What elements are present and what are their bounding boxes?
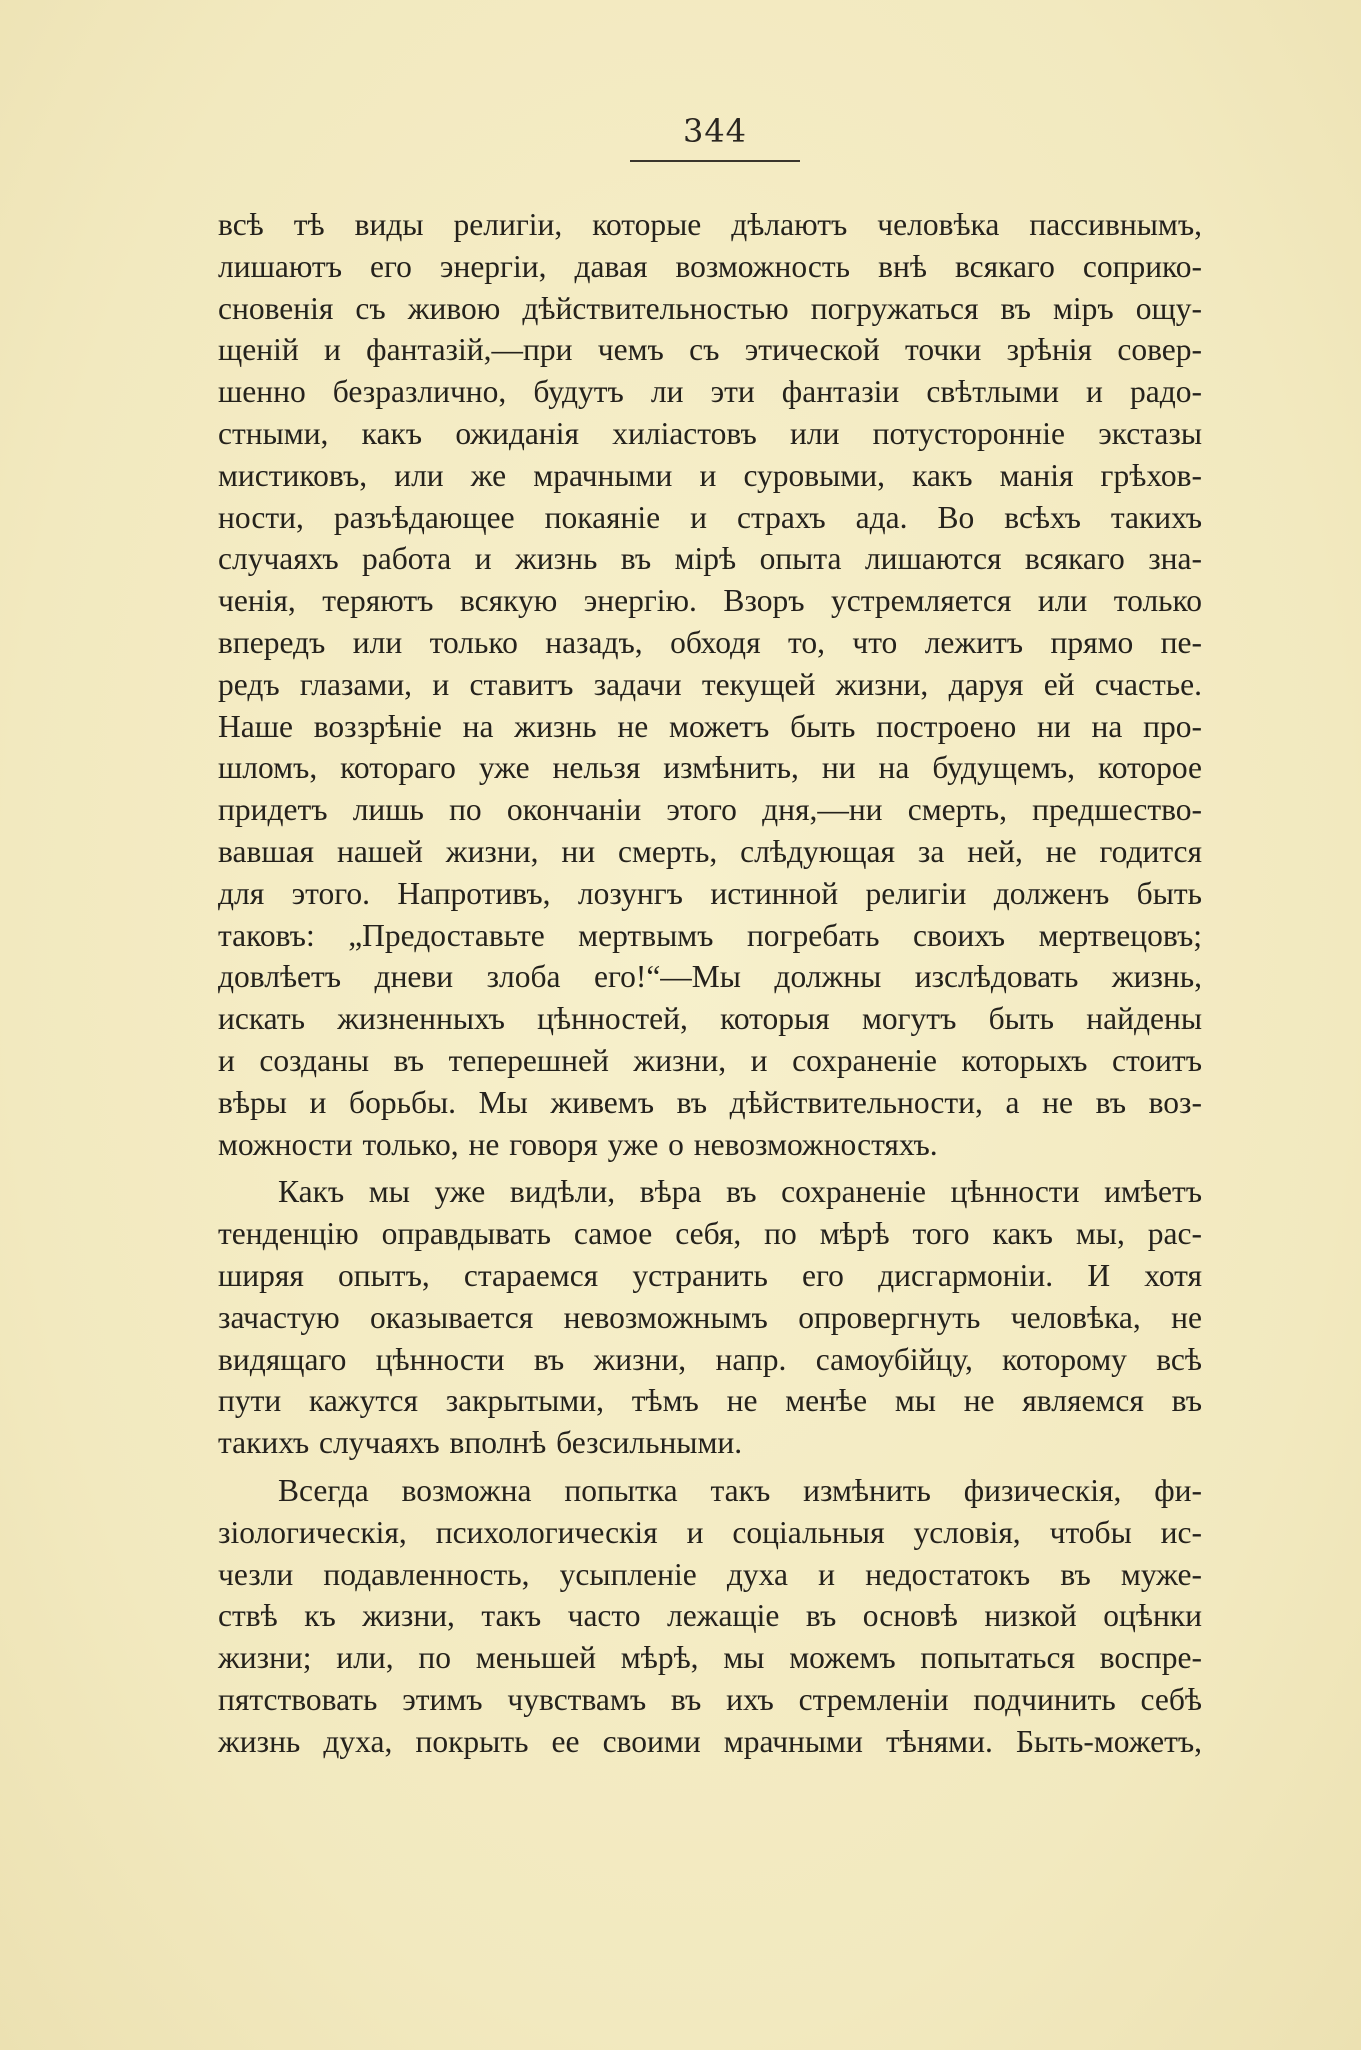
text-line: для этого. Напротивъ, лозунгъ истинной религіи долженъ быть: [218, 875, 1202, 911]
text-line: Всегда возможна попытка такъ измѣнить физическія, фи-: [278, 1472, 1202, 1508]
text-line: Какъ мы уже видѣли, вѣра въ сохраненіе цѣнности имѣетъ: [278, 1174, 1202, 1210]
text-line: чезли подавленность, усыпленіе духа и недостатокъ въ муже-: [218, 1556, 1202, 1592]
text-line: случаяхъ работа и жизнь въ мірѣ опыта лишаются всякаго зна-: [218, 541, 1202, 577]
text-line: таковъ: „Предоставьте мертвымъ погребать своихъ мертвецовъ;: [218, 917, 1202, 953]
text-line: Наше воззрѣніе на жизнь не можетъ быть построено ни на про-: [218, 708, 1202, 744]
text-line: ченія, теряютъ всякую энергію. Взоръ устремляется или только: [218, 583, 1202, 619]
text-line: жизнь духа, покрыть ее своими мрачными тѣнями. Быть-можетъ,: [218, 1723, 1202, 1759]
text-line: пятствовать этимъ чувствамъ въ ихъ стремленіи подчинить себѣ: [218, 1681, 1202, 1717]
text-line: ширяя опытъ, стараемся устранить его дисгармоніи. И хотя: [218, 1257, 1202, 1293]
paragraph-3: [218, 1470, 1202, 1763]
text-line: лишаютъ его энергіи, давая возможность внѣ всякаго соприко-: [218, 248, 1202, 284]
text-line: можности только, не говоря уже о невозможностяхъ.: [218, 1126, 938, 1162]
text-line: редъ глазами, и ставитъ задачи текущей жизни, даруя ей счастье.: [218, 666, 1202, 702]
text-line: стными, какъ ожиданія хиліастовъ или потустороннiе экстазы: [218, 415, 1202, 451]
text-line: мистиковъ, или же мрачными и суровыми, какъ манія грѣхов-: [218, 457, 1202, 493]
text-line: всѣ тѣ виды религіи, которые дѣлаютъ человѣка пассивнымъ,: [218, 207, 1202, 242]
text-line: зіологическія, психологическія и соціальныя условія, чтобы ис-: [218, 1514, 1202, 1550]
text-line: и созданы въ теперешней жизни, и сохраненіе которыхъ стоитъ: [218, 1042, 1202, 1078]
text-line: жизни; или, по меньшей мѣрѣ, мы можемъ попытаться воспре-: [218, 1640, 1202, 1676]
text-line: тенденцію оправдывать самое себя, по мѣрѣ того какъ мы, рас-: [218, 1216, 1202, 1252]
text-line: шломъ, котораго уже нельзя измѣнить, ни на будущемъ, которое: [218, 750, 1202, 786]
paragraph-2: [218, 1171, 1202, 1464]
text-line: вавшая нашей жизни, ни смерть, слѣдующая за ней, не годится: [218, 833, 1202, 869]
text-line: щеній и фантазій,—при чемъ съ этической точки зрѣнія совер-: [218, 332, 1202, 368]
text-line: зачастую оказывается невозможнымъ опровергнуть человѣка, не: [218, 1299, 1202, 1335]
text-line: ности, разъѣдающее покаяніе и страхъ ада. Во всѣхъ такихъ: [218, 499, 1202, 535]
text-line: видящаго цѣнности въ жизни, напр. самоубійцу, которому всѣ: [218, 1341, 1202, 1377]
text-line: искать жизненныхъ цѣнностей, которыя могутъ быть найдены: [218, 1001, 1202, 1037]
text-line: ствѣ къ жизни, такъ часто лежащіе въ основѣ низкой оцѣнки: [218, 1598, 1202, 1634]
header-rule: [630, 160, 800, 162]
body-text: [218, 204, 1202, 1762]
text-line: такихъ случаяхъ вполнѣ безсильными.: [218, 1425, 743, 1461]
text-line: довлѣетъ дневи злоба его!“—Мы должны изслѣдовать жизнь,: [218, 959, 1202, 995]
text-line: вѣры и борьбы. Мы живемъ въ дѣйствительности, а не въ воз-: [218, 1084, 1202, 1120]
text-line: сновенія съ живою дѣйствительностью погружаться въ міръ ощу-: [218, 290, 1202, 326]
text-line: шенно безразлично, будутъ ли эти фантазіи свѣтлыми и радо-: [218, 374, 1202, 410]
text-line: придетъ лишь по окончаніи этого дня,—ни смерть, предшество-: [218, 792, 1202, 828]
page-number: 344: [682, 112, 748, 150]
paragraph-1: [218, 204, 1202, 1165]
text-line: впередъ или только назадъ, обходя то, что лежитъ прямо пе-: [218, 624, 1202, 660]
text-line: пути кажутся закрытыми, тѣмъ не менѣе мы не являемся въ: [218, 1383, 1202, 1419]
